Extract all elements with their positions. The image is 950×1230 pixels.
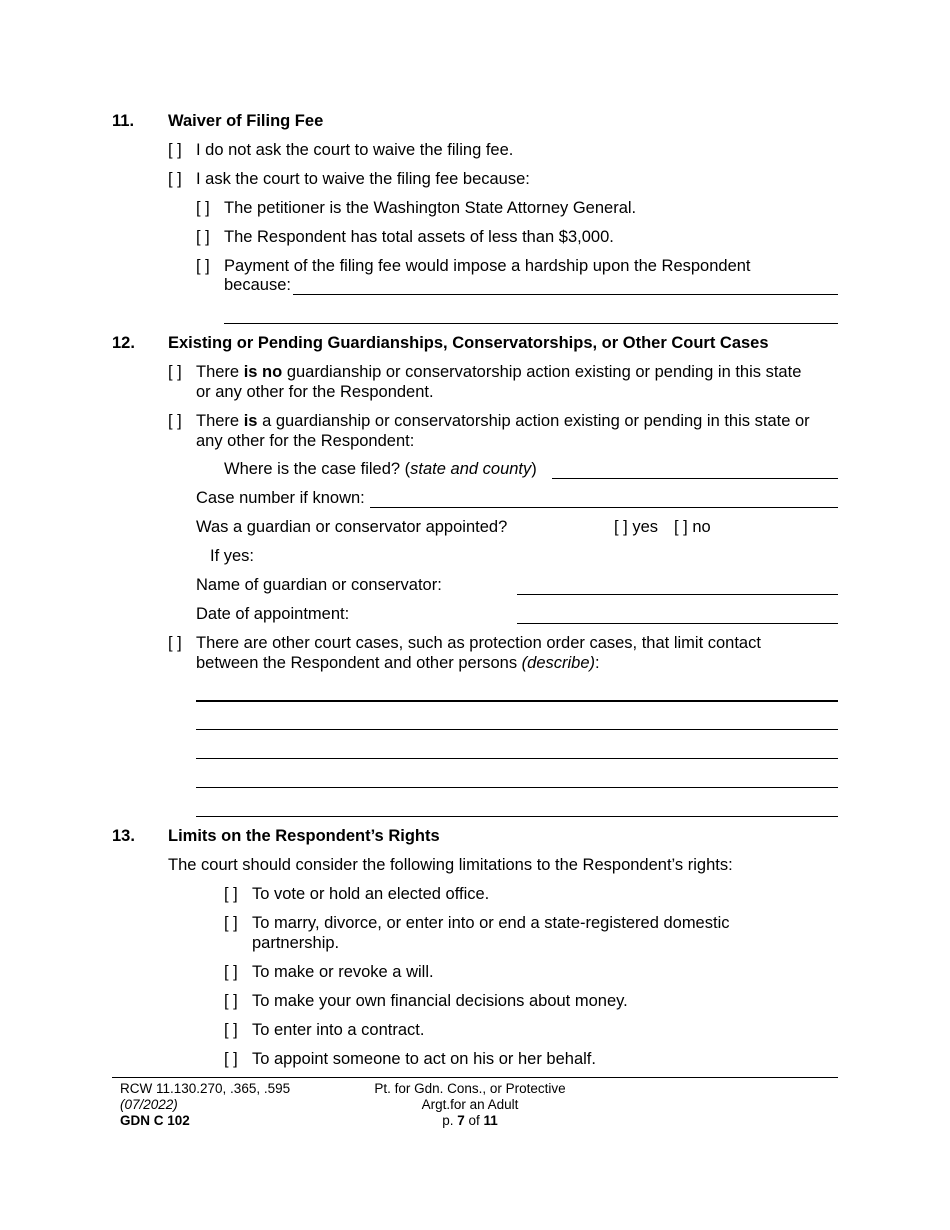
section-13-intro: The court should consider the following limitations to the Respondent’s rights: xyxy=(168,856,733,874)
other-cases-field-5[interactable] xyxy=(196,816,838,817)
checkbox-assets[interactable]: [ ] xyxy=(196,228,210,246)
hardship-reason-field-2[interactable] xyxy=(224,323,838,324)
section-12-number: 12. xyxy=(112,334,135,352)
no-existing-case-line2: or any other for the Respondent. xyxy=(196,383,434,401)
checkbox-vote[interactable]: [ ] xyxy=(224,885,238,903)
where-filed-label: Where is the case filed? (state and county) xyxy=(224,460,537,478)
limit-appoint-label: To appoint someone to act on his or her behalf. xyxy=(252,1050,596,1068)
guardian-name-field[interactable] xyxy=(517,594,838,595)
footer-divider xyxy=(112,1077,838,1078)
checkbox-appoint[interactable]: [ ] xyxy=(224,1050,238,1068)
footer-date: (07/2022) xyxy=(120,1097,178,1112)
other-cases-line2: between the Respondent and other persons (describe): xyxy=(196,654,600,672)
limit-will-label: To make or revoke a will. xyxy=(252,963,434,981)
assets-label: The Respondent has total assets of less than $3,000. xyxy=(224,228,614,246)
checkbox-will[interactable]: [ ] xyxy=(224,963,238,981)
if-yes-label: If yes: xyxy=(210,547,255,565)
footer-rcw: RCW 11.130.270, .365, .595 xyxy=(120,1081,291,1096)
checkbox-existing-case[interactable]: [ ] xyxy=(168,412,182,430)
other-cases-field-4[interactable] xyxy=(196,787,838,788)
checkbox-other-cases[interactable]: [ ] xyxy=(168,634,182,652)
option-waiver-label: I ask the court to waive the filing fee because: xyxy=(196,170,530,188)
section-11-title: Waiver of Filing Fee xyxy=(168,112,324,130)
existing-case-line1: There is a guardianship or conservatorship action existing or pending in this state or xyxy=(196,412,810,430)
checkbox-hardship[interactable]: [ ] xyxy=(196,257,210,275)
option-no-waiver-label: I do not ask the court to waive the filing fee. xyxy=(196,141,514,159)
appointed-question: Was a guardian or conservator appointed? xyxy=(196,518,508,536)
guardian-name-label: Name of guardian or conservator: xyxy=(196,576,442,594)
appointment-date-field[interactable] xyxy=(517,623,838,624)
other-cases-field-1[interactable] xyxy=(196,700,838,702)
section-11-number: 11. xyxy=(112,112,135,130)
section-12-title: Existing or Pending Guardianships, Conservatorships, or Other Court Cases xyxy=(168,334,769,352)
checkbox-financial[interactable]: [ ] xyxy=(224,992,238,1010)
other-cases-line1: There are other court cases, such as protection order cases, that limit contact xyxy=(196,634,761,652)
hardship-reason-field[interactable] xyxy=(293,294,838,295)
footer-title-line2: Argt.for an Adult xyxy=(421,1097,519,1112)
checkbox-waiver[interactable]: [ ] xyxy=(168,170,182,188)
other-cases-field-2[interactable] xyxy=(196,729,838,730)
footer-title-line1: Pt. for Gdn. Cons., or Protective xyxy=(374,1081,566,1096)
checkbox-no-waiver[interactable]: [ ] xyxy=(168,141,182,159)
case-number-field[interactable] xyxy=(370,507,838,508)
hardship-label-line1: Payment of the filing fee would impose a hardship upon the Respondent xyxy=(224,257,751,275)
other-cases-field-3[interactable] xyxy=(196,758,838,759)
hardship-label-line2: because: xyxy=(224,276,291,294)
appointment-date-label: Date of appointment: xyxy=(196,605,350,623)
checkbox-no-existing-case[interactable]: [ ] xyxy=(168,363,182,381)
section-13-title: Limits on the Respondent’s Rights xyxy=(168,827,440,845)
footer-form-id: GDN C 102 xyxy=(120,1113,190,1128)
case-number-label: Case number if known: xyxy=(196,489,365,507)
checkbox-attorney-general[interactable]: [ ] xyxy=(196,199,210,217)
limit-marry-label-line1: To marry, divorce, or enter into or end a state-registered domestic xyxy=(252,914,730,932)
footer-page-number: p. 7 of 11 xyxy=(442,1113,498,1128)
no-existing-case-line1: There is no guardianship or conservatorship action existing or pending in this state xyxy=(196,363,802,381)
attorney-general-label: The petitioner is the Washington State Attorney General. xyxy=(224,199,637,217)
existing-case-line2: any other for the Respondent: xyxy=(196,432,415,450)
where-filed-field[interactable] xyxy=(552,478,838,479)
limit-vote-label: To vote or hold an elected office. xyxy=(252,885,490,903)
limit-financial-label: To make your own financial decisions about money. xyxy=(252,992,628,1010)
appointed-no-checkbox[interactable]: [ ] no xyxy=(674,518,711,536)
limit-contract-label: To enter into a contract. xyxy=(252,1021,425,1039)
checkbox-contract[interactable]: [ ] xyxy=(224,1021,238,1039)
limit-marry-label-line2: partnership. xyxy=(252,934,340,952)
appointed-yes-checkbox[interactable]: [ ] yes xyxy=(614,518,659,536)
section-13-number: 13. xyxy=(112,827,135,845)
checkbox-marry[interactable]: [ ] xyxy=(224,914,238,932)
